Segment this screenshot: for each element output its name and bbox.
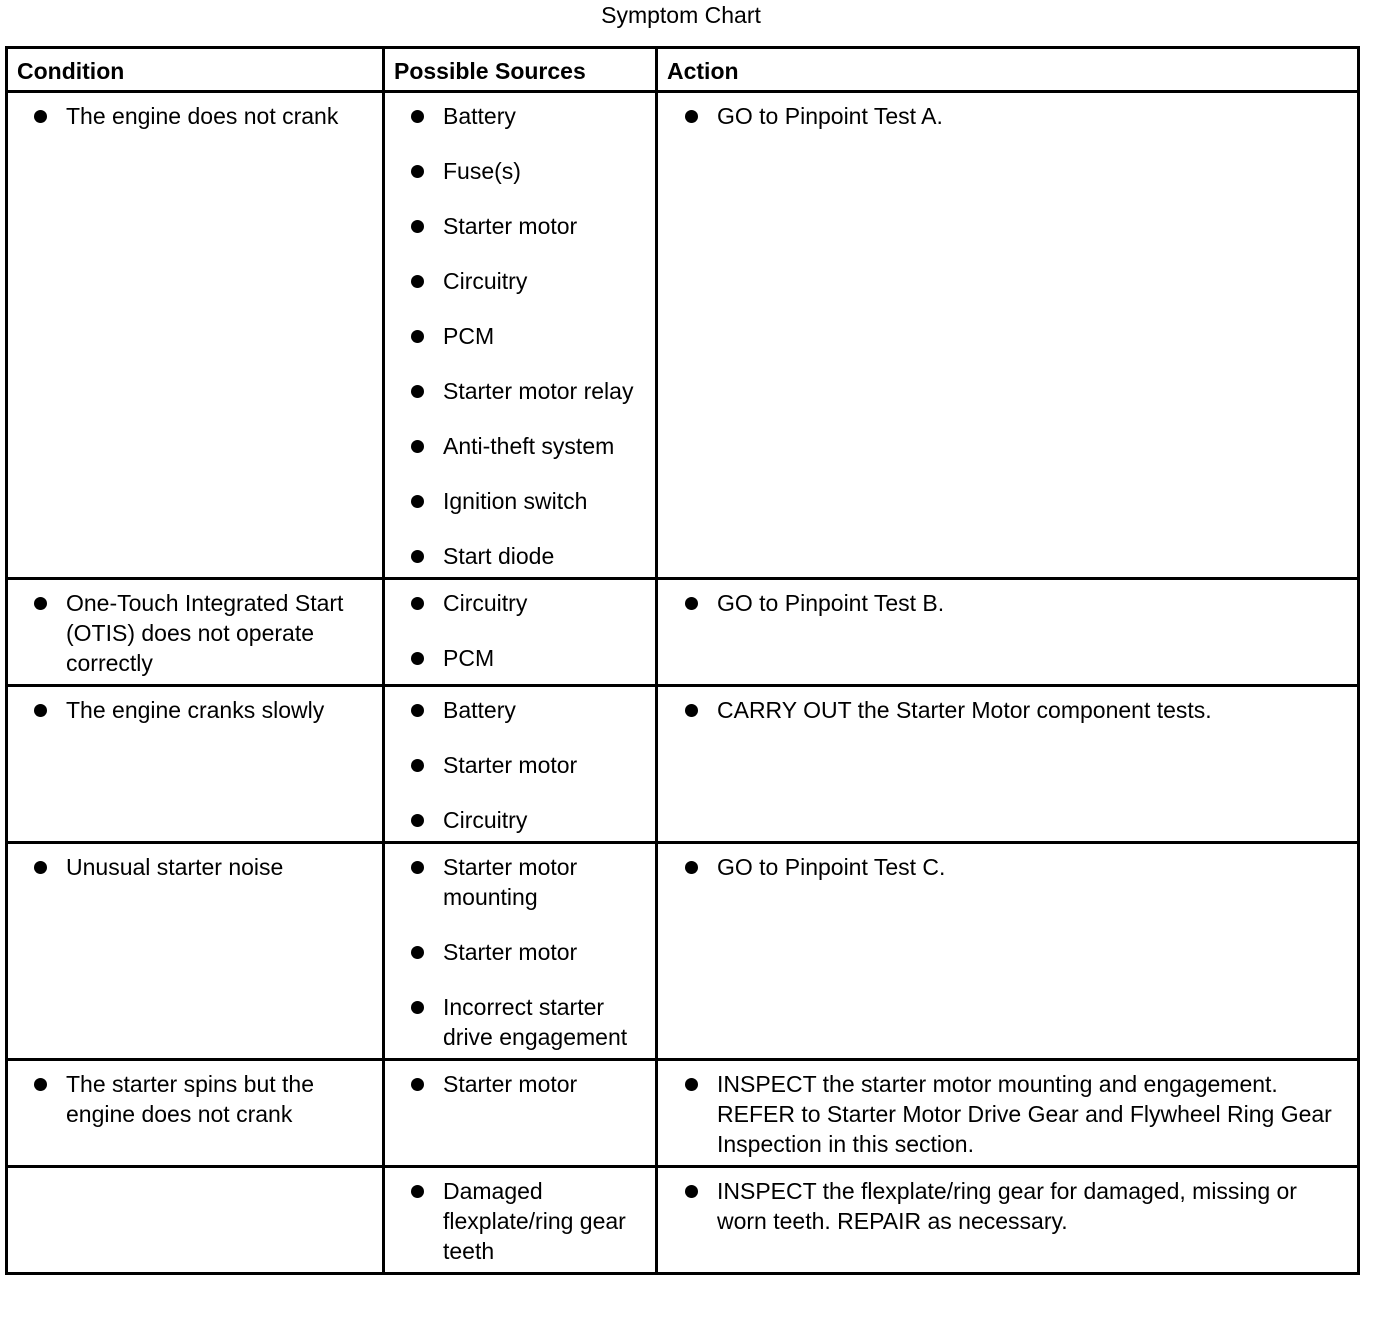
action-cell: [657, 92, 1359, 579]
source-item: PCM: [385, 321, 649, 351]
source-item: Ignition switch: [385, 486, 649, 516]
source-item: Anti-theft system: [385, 431, 649, 461]
action-item: INSPECT the starter motor mounting and engagement. REFER to Starter Motor Drive Gear and Flywheel Ring Gear Inspection in this section.: [658, 1069, 1351, 1159]
condition-cell: [7, 92, 384, 579]
table-row: [7, 92, 1359, 579]
condition-item: Unusual starter noise: [8, 852, 376, 882]
column-header-possible-sources: Possible Sources: [384, 48, 657, 92]
condition-cell: [7, 1060, 384, 1167]
condition-item: One-Touch Integrated Start (OTIS) does not operate correctly: [8, 588, 376, 678]
source-item: Incorrect starter drive engagement: [385, 992, 649, 1052]
source-item: Starter motor relay: [385, 376, 649, 406]
table-row: [7, 686, 1359, 843]
sources-cell: [384, 686, 657, 843]
action-item: GO to Pinpoint Test A.: [658, 101, 1351, 131]
action-item: CARRY OUT the Starter Motor component tests.: [658, 695, 1351, 725]
source-item: Battery: [385, 101, 649, 131]
action-cell: [657, 579, 1359, 686]
table-row: [7, 579, 1359, 686]
source-item: Starter motor: [385, 750, 649, 780]
column-header-action: Action: [657, 48, 1359, 92]
symptom-table: [5, 46, 1360, 1275]
action-item: GO to Pinpoint Test B.: [658, 588, 1351, 618]
action-cell: [657, 686, 1359, 843]
sources-cell: [384, 92, 657, 579]
table-row: [7, 1167, 1359, 1274]
table-row: [7, 843, 1359, 1060]
source-item: Circuitry: [385, 266, 649, 296]
sources-cell: [384, 843, 657, 1060]
action-cell: [657, 1060, 1359, 1167]
action-item: GO to Pinpoint Test C.: [658, 852, 1351, 882]
table-row: [7, 1060, 1359, 1167]
source-item: Circuitry: [385, 805, 649, 835]
source-item: Circuitry: [385, 588, 649, 618]
condition-cell: [7, 843, 384, 1060]
condition-item: The starter spins but the engine does not crank: [8, 1069, 376, 1129]
table-header-row: [7, 48, 1359, 92]
source-item: Fuse(s): [385, 156, 649, 186]
source-item: Battery: [385, 695, 649, 725]
action-cell: [657, 1167, 1359, 1274]
condition-cell: [7, 1167, 384, 1274]
action-item: INSPECT the flexplate/ring gear for damaged, missing or worn teeth. REPAIR as necessary.: [658, 1176, 1351, 1236]
chart-title: Symptom Chart: [601, 2, 761, 28]
condition-item: The engine cranks slowly: [8, 695, 376, 725]
column-header-condition: Condition: [7, 48, 384, 92]
source-item: Start diode: [385, 541, 649, 571]
source-item: Starter motor mounting: [385, 852, 649, 912]
sources-cell: [384, 579, 657, 686]
source-item: Starter motor: [385, 211, 649, 241]
sources-cell: [384, 1167, 657, 1274]
source-item: Damaged flexplate/ring gear teeth: [385, 1176, 649, 1266]
source-item: Starter motor: [385, 1069, 649, 1099]
condition-cell: [7, 579, 384, 686]
condition-cell: [7, 686, 384, 843]
condition-item: The engine does not crank: [8, 101, 376, 131]
action-cell: [657, 843, 1359, 1060]
source-item: Starter motor: [385, 937, 649, 967]
source-item: PCM: [385, 643, 649, 673]
sources-cell: [384, 1060, 657, 1167]
